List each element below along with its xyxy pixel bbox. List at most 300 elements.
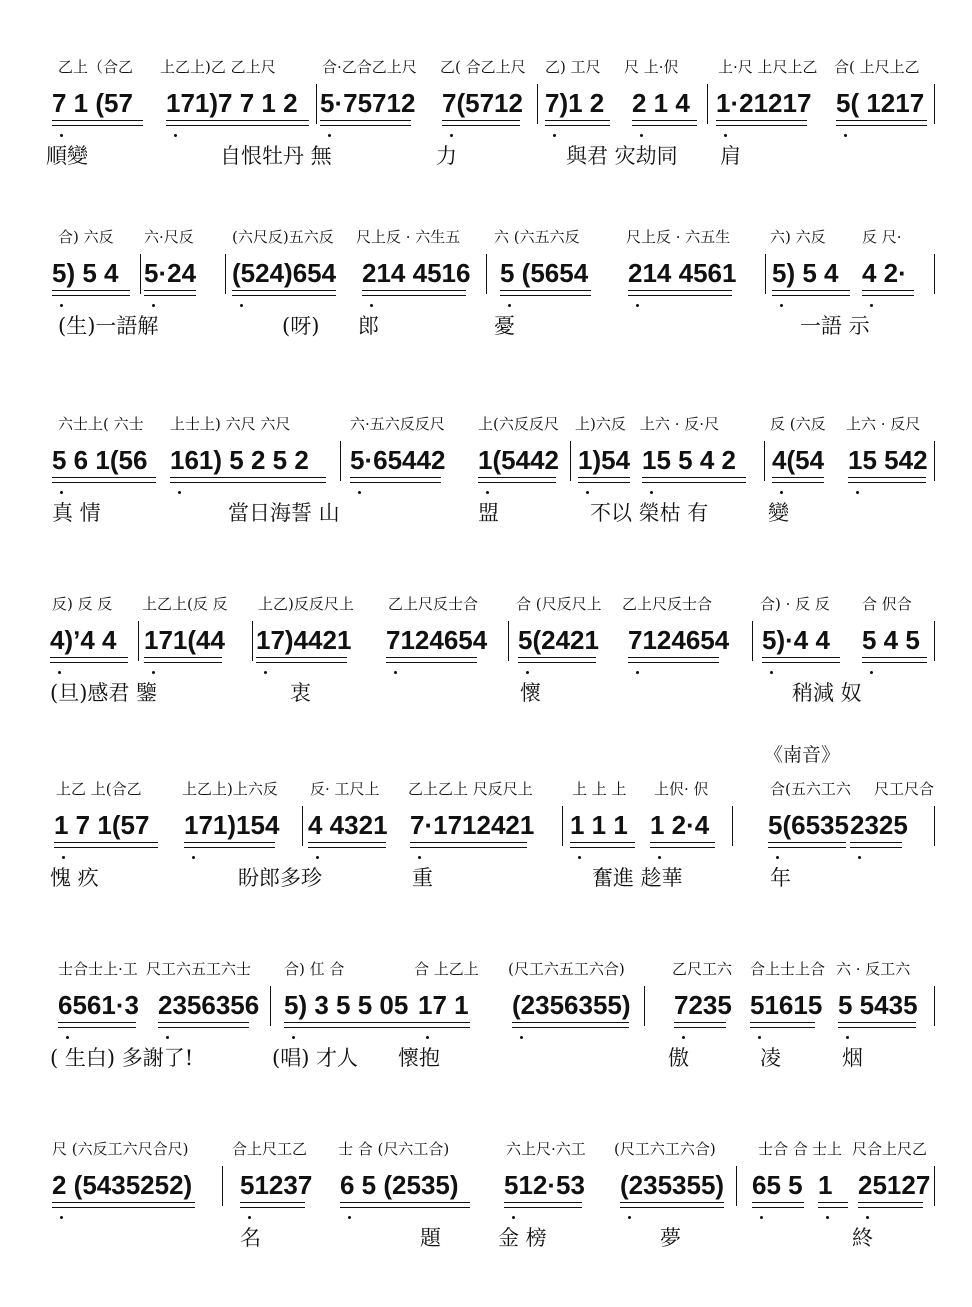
beam-line <box>52 290 130 291</box>
bar-line <box>934 84 935 124</box>
lyric-text: 真 情 <box>52 501 101 525</box>
jianpu-group: 5·65442 <box>350 445 446 475</box>
beam-line <box>862 657 927 658</box>
jianpu-group: 7·1712421 <box>410 810 535 840</box>
gongche-group: 尺上反 · 六五生 <box>626 228 731 246</box>
beam-line <box>650 842 715 843</box>
bar-line <box>138 621 139 661</box>
beam-line <box>628 290 732 291</box>
lyric-text: 名 <box>240 1226 261 1250</box>
beam-line <box>362 295 466 296</box>
lyric-text: 題 <box>420 1226 441 1250</box>
bar-line <box>570 441 571 481</box>
gongche-group: 士合 合 <box>758 1140 808 1158</box>
jianpu-group: 161) 5 2 5 2 <box>170 445 309 475</box>
lyric-text: 當日海誓 山 <box>228 501 340 525</box>
octave-dot <box>650 491 653 494</box>
gongche-group: 上·尺 上尺上乙 <box>718 58 818 76</box>
beam-line <box>308 847 386 848</box>
bar-line <box>934 621 935 661</box>
jianpu-group: (235355) <box>620 1170 725 1200</box>
gongche-group: 合上士上合 <box>750 960 826 978</box>
beam-line <box>442 120 520 121</box>
octave-dot <box>780 491 783 494</box>
beam-line <box>50 662 128 663</box>
beam-line <box>410 847 527 848</box>
octave-dot <box>776 856 779 859</box>
bar-line <box>644 986 645 1026</box>
beam-line <box>158 1027 249 1028</box>
octave-dot <box>240 304 243 307</box>
beam-line <box>750 1027 815 1028</box>
jianpu-group: 17)4421 <box>256 625 352 655</box>
beam-line <box>716 125 807 126</box>
gongche-group: 上(六反反尺 <box>478 415 559 433</box>
octave-dot <box>866 1216 869 1219</box>
beam-line <box>170 477 326 478</box>
beam-line <box>52 1202 195 1203</box>
beam-line <box>52 125 143 126</box>
octave-dot <box>578 856 581 859</box>
gongche-group: 合) 仜 合 <box>284 960 345 978</box>
octave-dot <box>526 671 529 674</box>
octave-dot <box>60 304 63 307</box>
jianpu-group: 65 5 <box>752 1170 803 1200</box>
lyric-text: 稍減 奴 <box>792 681 862 705</box>
beam-line <box>818 1202 848 1203</box>
beam-line <box>848 482 926 483</box>
bar-line <box>270 986 271 1026</box>
beam-line <box>570 847 635 848</box>
octave-dot <box>856 491 859 494</box>
lyric-text: 奮進 趁華 <box>592 866 683 890</box>
beam-line <box>418 1027 470 1028</box>
beam-line <box>184 847 275 848</box>
gongche-group: 上乙上)乙 乙上尺 <box>160 58 276 76</box>
jianpu-group: 1 1 1 <box>570 810 628 840</box>
beam-line <box>628 295 732 296</box>
gongche-group: 上乙)反反尺上 <box>258 595 354 613</box>
octave-dot <box>292 1036 295 1039</box>
lyric-text: 凌 <box>760 1046 781 1070</box>
bar-line <box>562 806 563 846</box>
octave-dot <box>586 491 589 494</box>
beam-line <box>350 477 441 478</box>
gongche-group: 合(五六工六 <box>770 780 851 798</box>
beam-line <box>52 1207 195 1208</box>
lyric-text: 衷 <box>290 681 311 705</box>
bar-line <box>340 441 341 481</box>
beam-line <box>620 1202 724 1203</box>
beam-line <box>52 477 156 478</box>
octave-dot <box>328 134 331 137</box>
lyric-text: 愧 疚 <box>50 866 99 890</box>
bar-line <box>752 621 753 661</box>
beam-line <box>772 290 850 291</box>
beam-line <box>512 1022 629 1023</box>
beam-line <box>642 477 746 478</box>
octave-dot <box>174 134 177 137</box>
jianpu-group: 5)·4 4 <box>762 625 830 655</box>
lyric-text: 一語 示 <box>800 314 870 338</box>
jianpu-group: 1(5442 <box>478 445 559 475</box>
beam-line <box>166 120 309 121</box>
beam-line <box>518 657 596 658</box>
octave-dot <box>486 491 489 494</box>
octave-dot <box>758 1036 761 1039</box>
beam-line <box>632 120 697 121</box>
jianpu-group: 1·21217 <box>716 88 812 118</box>
beam-line <box>578 482 630 483</box>
lyric-text: ( 生白) 多謝了! <box>50 1046 194 1070</box>
gongche-group: 合 上乙上 <box>414 960 479 978</box>
lyric-text: (旦)感君 鑒 <box>50 681 158 705</box>
jianpu-group: 25127 <box>858 1170 931 1200</box>
jianpu-group: 2 (5435252) <box>52 1170 193 1200</box>
lyric-text: 傲 <box>668 1046 689 1070</box>
octave-dot <box>248 1216 251 1219</box>
jianpu-group: 1 7 1(57 <box>54 810 150 840</box>
lyric-text: 金 榜 <box>498 1226 547 1250</box>
lyric-text: 年 <box>770 866 791 890</box>
beam-line <box>256 657 347 658</box>
octave-dot <box>628 1216 631 1219</box>
beam-line <box>504 1207 582 1208</box>
gongche-group: 上乙 上(合乙 <box>56 780 142 798</box>
octave-dot <box>636 304 639 307</box>
octave-dot <box>870 671 873 674</box>
lyric-text: 憂 <box>494 314 515 338</box>
gongche-group: (六尺反)五六反 <box>232 228 334 246</box>
jianpu-group: 5 4 5 <box>862 625 920 655</box>
octave-dot <box>640 134 643 137</box>
gongche-group: 六) 六反 <box>770 228 826 246</box>
octave-dot <box>62 856 65 859</box>
jianpu-group: (2356355) <box>512 990 631 1020</box>
gongche-group: 合) · 反 反 <box>760 595 830 613</box>
beam-line <box>158 1022 249 1023</box>
gongche-group: 合 伬合 <box>862 595 912 613</box>
beam-line <box>240 1207 305 1208</box>
gongche-group: 上)六反 <box>575 415 626 433</box>
bar-line <box>764 441 765 481</box>
octave-dot <box>658 856 661 859</box>
bar-line <box>225 254 226 294</box>
gongche-group: 乙上尺反士合 <box>388 595 479 613</box>
gongche-group: 反· 工尺上 <box>310 780 380 798</box>
gongche-group: 六士上( 六士 <box>58 415 144 433</box>
gongche-group: 合·乙合乙上尺 <box>322 58 417 76</box>
beam-line <box>340 1202 470 1203</box>
beam-line <box>52 120 143 121</box>
gongche-group: 乙上尺反士合 <box>622 595 713 613</box>
beam-line <box>650 847 715 848</box>
octave-dot <box>870 304 873 307</box>
bar-line <box>934 441 935 481</box>
beam-line <box>772 295 850 296</box>
beam-line <box>256 662 347 663</box>
octave-dot <box>358 491 361 494</box>
beam-line <box>144 662 222 663</box>
bar-line <box>736 1166 737 1206</box>
jianpu-group: 51237 <box>240 1170 313 1200</box>
beam-line <box>52 482 156 483</box>
beam-line <box>632 125 697 126</box>
beam-line <box>762 662 840 663</box>
beam-line <box>478 477 556 478</box>
jianpu-group: 171)7 7 1 2 <box>166 88 298 118</box>
beam-line <box>478 482 556 483</box>
jianpu-group: 512·53 <box>504 1170 585 1200</box>
gongche-group: 士 合 (尺六工合) <box>338 1140 450 1158</box>
lyric-text: 順變 <box>46 144 88 168</box>
octave-dot <box>348 1216 351 1219</box>
beam-line <box>232 295 336 296</box>
beam-line <box>545 120 610 121</box>
beam-line <box>54 842 158 843</box>
octave-dot <box>316 856 319 859</box>
bar-line <box>934 254 935 294</box>
jianpu-group: 2356356 <box>158 990 260 1020</box>
octave-dot <box>780 304 783 307</box>
gongche-group: 六 · 反工六 <box>836 960 911 978</box>
jianpu-group: 171(44 <box>144 625 225 655</box>
gongche-group: 反) 反 反 <box>52 595 113 613</box>
jianpu-group: 4)ʼ4 4 <box>50 625 117 655</box>
octave-dot <box>60 491 63 494</box>
jianpu-group: 2 1 4 <box>632 88 690 118</box>
gongche-group: 反 (六反 <box>770 415 826 433</box>
gongche-group: 上乙上(反 反 <box>142 595 228 613</box>
octave-dot <box>682 1036 685 1039</box>
jianpu-group: 5) 3 5 5 05 <box>284 990 409 1020</box>
octave-dot <box>60 1216 63 1219</box>
beam-line <box>362 290 466 291</box>
jianpu-group: 15 542 <box>848 445 928 475</box>
beam-line <box>340 1207 470 1208</box>
beam-line <box>166 125 309 126</box>
beam-line <box>716 120 807 121</box>
jianpu-group: 4 4321 <box>308 810 388 840</box>
beam-line <box>184 842 275 843</box>
gongche-group: (尺工六工六合) <box>614 1140 716 1158</box>
gongche-group: 上乙上)上六反 <box>182 780 278 798</box>
beam-line <box>818 1207 848 1208</box>
jianpu-group: 1)54 <box>578 445 631 475</box>
octave-dot <box>846 1036 849 1039</box>
beam-line <box>50 657 128 658</box>
beam-line <box>518 662 596 663</box>
jianpu-group: 5(6535 <box>768 810 849 840</box>
lyric-text: 烟 <box>842 1046 863 1070</box>
jianpu-group: 5( 1217 <box>836 88 925 118</box>
octave-dot <box>60 134 63 137</box>
beam-line <box>284 1022 427 1023</box>
bar-line <box>732 806 733 846</box>
bar-line <box>508 621 509 661</box>
lyric-text: 懷抱 <box>398 1046 440 1070</box>
beam-line <box>386 662 477 663</box>
beam-line <box>578 477 630 478</box>
lyric-text: 重 <box>412 866 433 890</box>
gongche-group: 合上尺工乙 <box>232 1140 308 1158</box>
jianpu-group: 17 1 <box>418 990 469 1020</box>
octave-dot <box>152 671 155 674</box>
gongche-group: 合( 上尺上乙 <box>834 58 920 76</box>
jianpu-group: 1 <box>818 1170 833 1200</box>
beam-line <box>410 842 527 843</box>
beam-line <box>232 290 336 291</box>
jianpu-group: 6 5 (2535) <box>340 1170 459 1200</box>
jianpu-group: 51615 <box>750 990 823 1020</box>
bar-line <box>316 84 317 124</box>
lyric-text: 力 <box>436 144 457 168</box>
jianpu-group: 5) 5 4 <box>772 258 839 288</box>
gongche-group: 乙) 工尺 <box>545 58 601 76</box>
beam-line <box>512 1027 629 1028</box>
beam-line <box>674 1022 726 1023</box>
beam-line <box>836 120 927 121</box>
bar-line <box>222 1166 223 1206</box>
jianpu-group: 6561·3 <box>58 990 139 1020</box>
lyric-text: 不以 榮枯 有 <box>590 501 709 525</box>
beam-line <box>858 1207 923 1208</box>
beam-line <box>862 662 927 663</box>
lyric-text: 肩 <box>720 144 741 168</box>
beam-line <box>545 125 610 126</box>
beam-line <box>772 482 824 483</box>
jianpu-group: 7 1 (57 <box>52 88 133 118</box>
gongche-group: 六·尺反 <box>144 228 194 246</box>
lyric-text: 盼郎多珍 <box>238 866 322 890</box>
bar-line <box>707 84 708 124</box>
lyric-text: (生)一語解 <box>58 314 159 338</box>
jianpu-group: 15 5 4 2 <box>642 445 736 475</box>
gongche-group: 乙( 合乙上尺 <box>440 58 526 76</box>
jianpu-group: 5 (5654 <box>500 258 589 288</box>
lyric-text: 自恨牡丹 無 <box>220 144 332 168</box>
gongche-group: 合 (尺反尺上 <box>516 595 602 613</box>
beam-line <box>772 477 824 478</box>
beam-line <box>54 847 158 848</box>
beam-line <box>642 482 746 483</box>
gongche-group: 六上尺·六工 <box>506 1140 586 1158</box>
beam-line <box>752 1202 804 1203</box>
octave-dot <box>192 856 195 859</box>
beam-line <box>752 1207 804 1208</box>
gongche-group: 乙上乙上 尺反尺上 <box>408 780 533 798</box>
bar-line <box>934 1166 935 1206</box>
jianpu-group: 1 2·4 <box>650 810 710 840</box>
beam-line <box>144 657 222 658</box>
octave-dot <box>450 134 453 137</box>
gongche-group: 尺工六五工六士 <box>146 960 252 978</box>
beam-line <box>836 125 927 126</box>
gongche-group: 上伬· 伬 <box>654 780 709 798</box>
beam-line <box>850 842 902 843</box>
beam-line <box>320 125 411 126</box>
beam-line <box>144 295 196 296</box>
beam-line <box>500 295 591 296</box>
octave-dot <box>770 671 773 674</box>
octave-dot <box>826 1216 829 1219</box>
jianpu-group: 5 5435 <box>838 990 918 1020</box>
octave-dot <box>512 1216 515 1219</box>
gongche-group: 反 尺· <box>862 228 902 246</box>
beam-line <box>620 1207 724 1208</box>
lyric-text: 郎 <box>358 314 379 338</box>
lyric-text: 夢 <box>660 1226 681 1250</box>
jianpu-group: 5(2421 <box>518 625 599 655</box>
section-mark-nanyin: 《南音》 <box>764 744 841 766</box>
gongche-group: 上六 · 反尺 <box>846 415 921 433</box>
gongche-group: 合) 六反 <box>58 228 114 246</box>
gongche-group: 士上 <box>812 1140 843 1158</box>
lyric-text: 終 <box>852 1226 873 1250</box>
jianpu-group: 5) 5 4 <box>52 258 119 288</box>
beam-line <box>768 842 846 843</box>
lyric-text: 盟 <box>478 501 499 525</box>
gongche-group: 上六 · 反·尺 <box>640 415 720 433</box>
gongche-group: 上士上) 六尺 六尺 <box>170 415 291 433</box>
jianpu-group: 214 4516 <box>362 258 471 288</box>
octave-dot <box>426 1036 429 1039</box>
jianpu-group: 7124654 <box>386 625 488 655</box>
octave-dot <box>553 134 556 137</box>
jianpu-group: 5·24 <box>144 258 197 288</box>
jianpu-group: 7235 <box>674 990 732 1020</box>
jianpu-group: 5·75712 <box>320 88 416 118</box>
lyric-text: (唱) 才人 <box>272 1046 359 1070</box>
beam-line <box>350 482 441 483</box>
octave-dot <box>166 1036 169 1039</box>
octave-dot <box>508 304 511 307</box>
jianpu-group: (524)654 <box>232 258 337 288</box>
beam-line <box>240 1202 305 1203</box>
gongche-group: 士合士上·工 <box>58 960 138 978</box>
lyric-text: 變 <box>768 501 789 525</box>
beam-line <box>862 295 914 296</box>
beam-line <box>848 477 926 478</box>
gongche-group: 六·五六反反尺 <box>350 415 445 433</box>
octave-dot <box>636 671 639 674</box>
beam-line <box>308 842 386 843</box>
bar-line <box>765 254 766 294</box>
jianpu-group: 5 6 1(56 <box>52 445 148 475</box>
beam-line <box>762 657 840 658</box>
octave-dot <box>58 671 61 674</box>
octave-dot <box>844 134 847 137</box>
octave-dot <box>520 1036 523 1039</box>
jianpu-group: 214 4561 <box>628 258 737 288</box>
beam-line <box>838 1027 916 1028</box>
beam-line <box>750 1022 815 1023</box>
jianpu-group: 4(54 <box>772 445 825 475</box>
beam-line <box>628 657 719 658</box>
bar-line <box>934 806 935 846</box>
gongche-group: (尺工六五工六合) <box>508 960 625 978</box>
beam-line <box>862 290 914 291</box>
beam-line <box>58 1027 136 1028</box>
gongche-group: 乙上（合乙 <box>58 58 134 76</box>
beam-line <box>58 1022 136 1023</box>
bar-line <box>486 254 487 294</box>
bar-line <box>537 84 538 124</box>
beam-line <box>418 1022 470 1023</box>
gongche-group: 尺 上·伬 <box>624 58 679 76</box>
jianpu-group: 7(5712 <box>442 88 523 118</box>
beam-line <box>674 1027 726 1028</box>
